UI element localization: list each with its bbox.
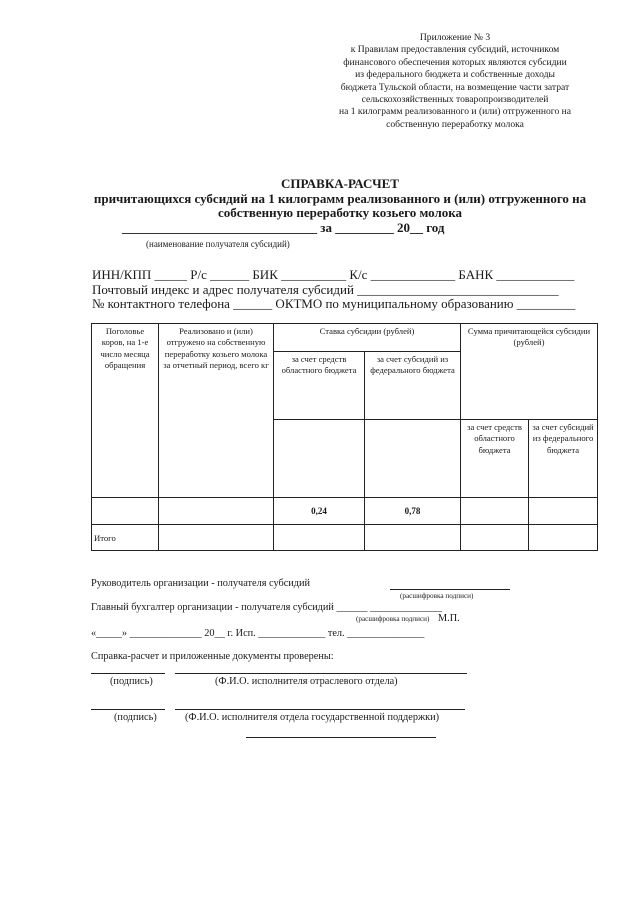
head-signature-line — [390, 589, 510, 590]
fio-caption-1: (Ф.И.О. исполнителя отраслевого отдела) — [215, 676, 398, 687]
header-empty-cell — [365, 420, 461, 498]
signature-caption-1: (подпись) — [110, 676, 153, 687]
date-executor-line: «_____» ______________ 20__ г. Исп. _____________ тел. _______________ — [91, 628, 425, 639]
header-goats: Поголовье коров, на 1-е число месяца обращения — [92, 324, 159, 498]
document-title — [60, 177, 620, 235]
fio-caption-2: (Ф.И.О. исполнителя отдела государственной поддержки) — [185, 712, 440, 723]
header-rate-regional: за счет средств областного бюджета — [274, 352, 365, 420]
header-sum: Сумма причитающейся субсидии (рублей) — [461, 324, 598, 420]
header-sum-federal: за счет субсидий из федерального бюджета — [529, 420, 598, 498]
header-rate-federal: за счет субсидий из федерального бюджета — [365, 352, 461, 420]
table-row — [92, 498, 598, 525]
total-row — [92, 525, 598, 551]
fio-line-2 — [175, 709, 465, 710]
recipient-caption: (наименование получателя субсидий) — [146, 239, 290, 249]
accountant-signature-label: Главный бухгалтер организации - получателя субсидий ______ ______________ — [91, 602, 443, 613]
phone-oktmo-line: № контактного телефона ______ ОКТМО по муниципальному образованию _________ — [92, 296, 576, 312]
title-heading: СПРАВКА-РАСЧЕТ — [281, 176, 399, 191]
appendix-line: из федерального бюджета и собственные доходы — [355, 69, 555, 81]
signature-line-1 — [91, 673, 165, 674]
head-signature-caption: (расшифровка подписи) — [400, 592, 474, 600]
table-cell — [92, 498, 159, 525]
title-subject: причитающихся субсидий на 1 килограмм реализованного и (или) отгруженного на — [93, 190, 587, 206]
requisite-fields — [92, 268, 575, 312]
header-sold: Реализовано и (или) отгружено на собственную переработку козьего молока за отчетный период, всего кг — [159, 324, 274, 498]
table-cell — [461, 525, 529, 551]
signature-caption-2: (подпись) — [114, 712, 157, 723]
appendix-header — [300, 32, 610, 131]
table-cell — [365, 525, 461, 551]
rate-federal-value: 0,78 — [365, 498, 461, 525]
header-sum-regional: за счет средств областного бюджета — [461, 420, 529, 498]
table-cell — [461, 498, 529, 525]
appendix-line: финансового обеспечения которых являются субсидии — [343, 56, 567, 68]
accountant-signature-caption: (расшифровка подписи) — [356, 615, 430, 623]
appendix-line: бюджета Тульской области, на возмещение части затрат — [340, 81, 570, 93]
table-cell — [159, 498, 274, 525]
closing-line — [246, 737, 436, 738]
table-cell — [274, 525, 365, 551]
appendix-line: к Правилам предоставления субсидий, источником — [350, 44, 560, 56]
signature-line-2 — [91, 709, 165, 710]
header-rate: Ставка субсидии (рублей) — [274, 324, 461, 352]
appendix-line: сельскохозяйственных товаропроизводителей — [361, 94, 549, 106]
appendix-line: на 1 килограмм реализованного и (или) отгруженного на — [338, 106, 572, 118]
title-period-line: ______________________________ за _________ 20__ год — [122, 219, 445, 235]
fio-line-1 — [175, 673, 467, 674]
bank-details-line: ИНН/КПП _____ Р/с ______ БИК __________ К/с _____________ БАНК ____________ — [92, 267, 575, 282]
stamp-place-label: М.П. — [438, 613, 460, 624]
table-cell — [529, 525, 598, 551]
head-signature-label: Руководитель организации - получателя субсидий — [91, 578, 311, 589]
address-line: Почтовый индекс и адрес получателя субсидий _______________________________ — [92, 281, 559, 297]
calculation-table — [91, 323, 598, 551]
appendix-line: Приложение № 3 — [419, 32, 491, 43]
verification-label: Справка-расчет и приложенные документы проверены: — [91, 651, 334, 662]
header-empty-cell — [274, 420, 365, 498]
title-subject-cont: собственную переработку козьего молока — [217, 205, 463, 220]
rate-regional-value: 0,24 — [274, 498, 365, 525]
table-cell — [529, 498, 598, 525]
total-label: Итого — [92, 525, 159, 551]
table-cell — [159, 525, 274, 551]
appendix-line: собственную переработку молока — [386, 118, 524, 130]
